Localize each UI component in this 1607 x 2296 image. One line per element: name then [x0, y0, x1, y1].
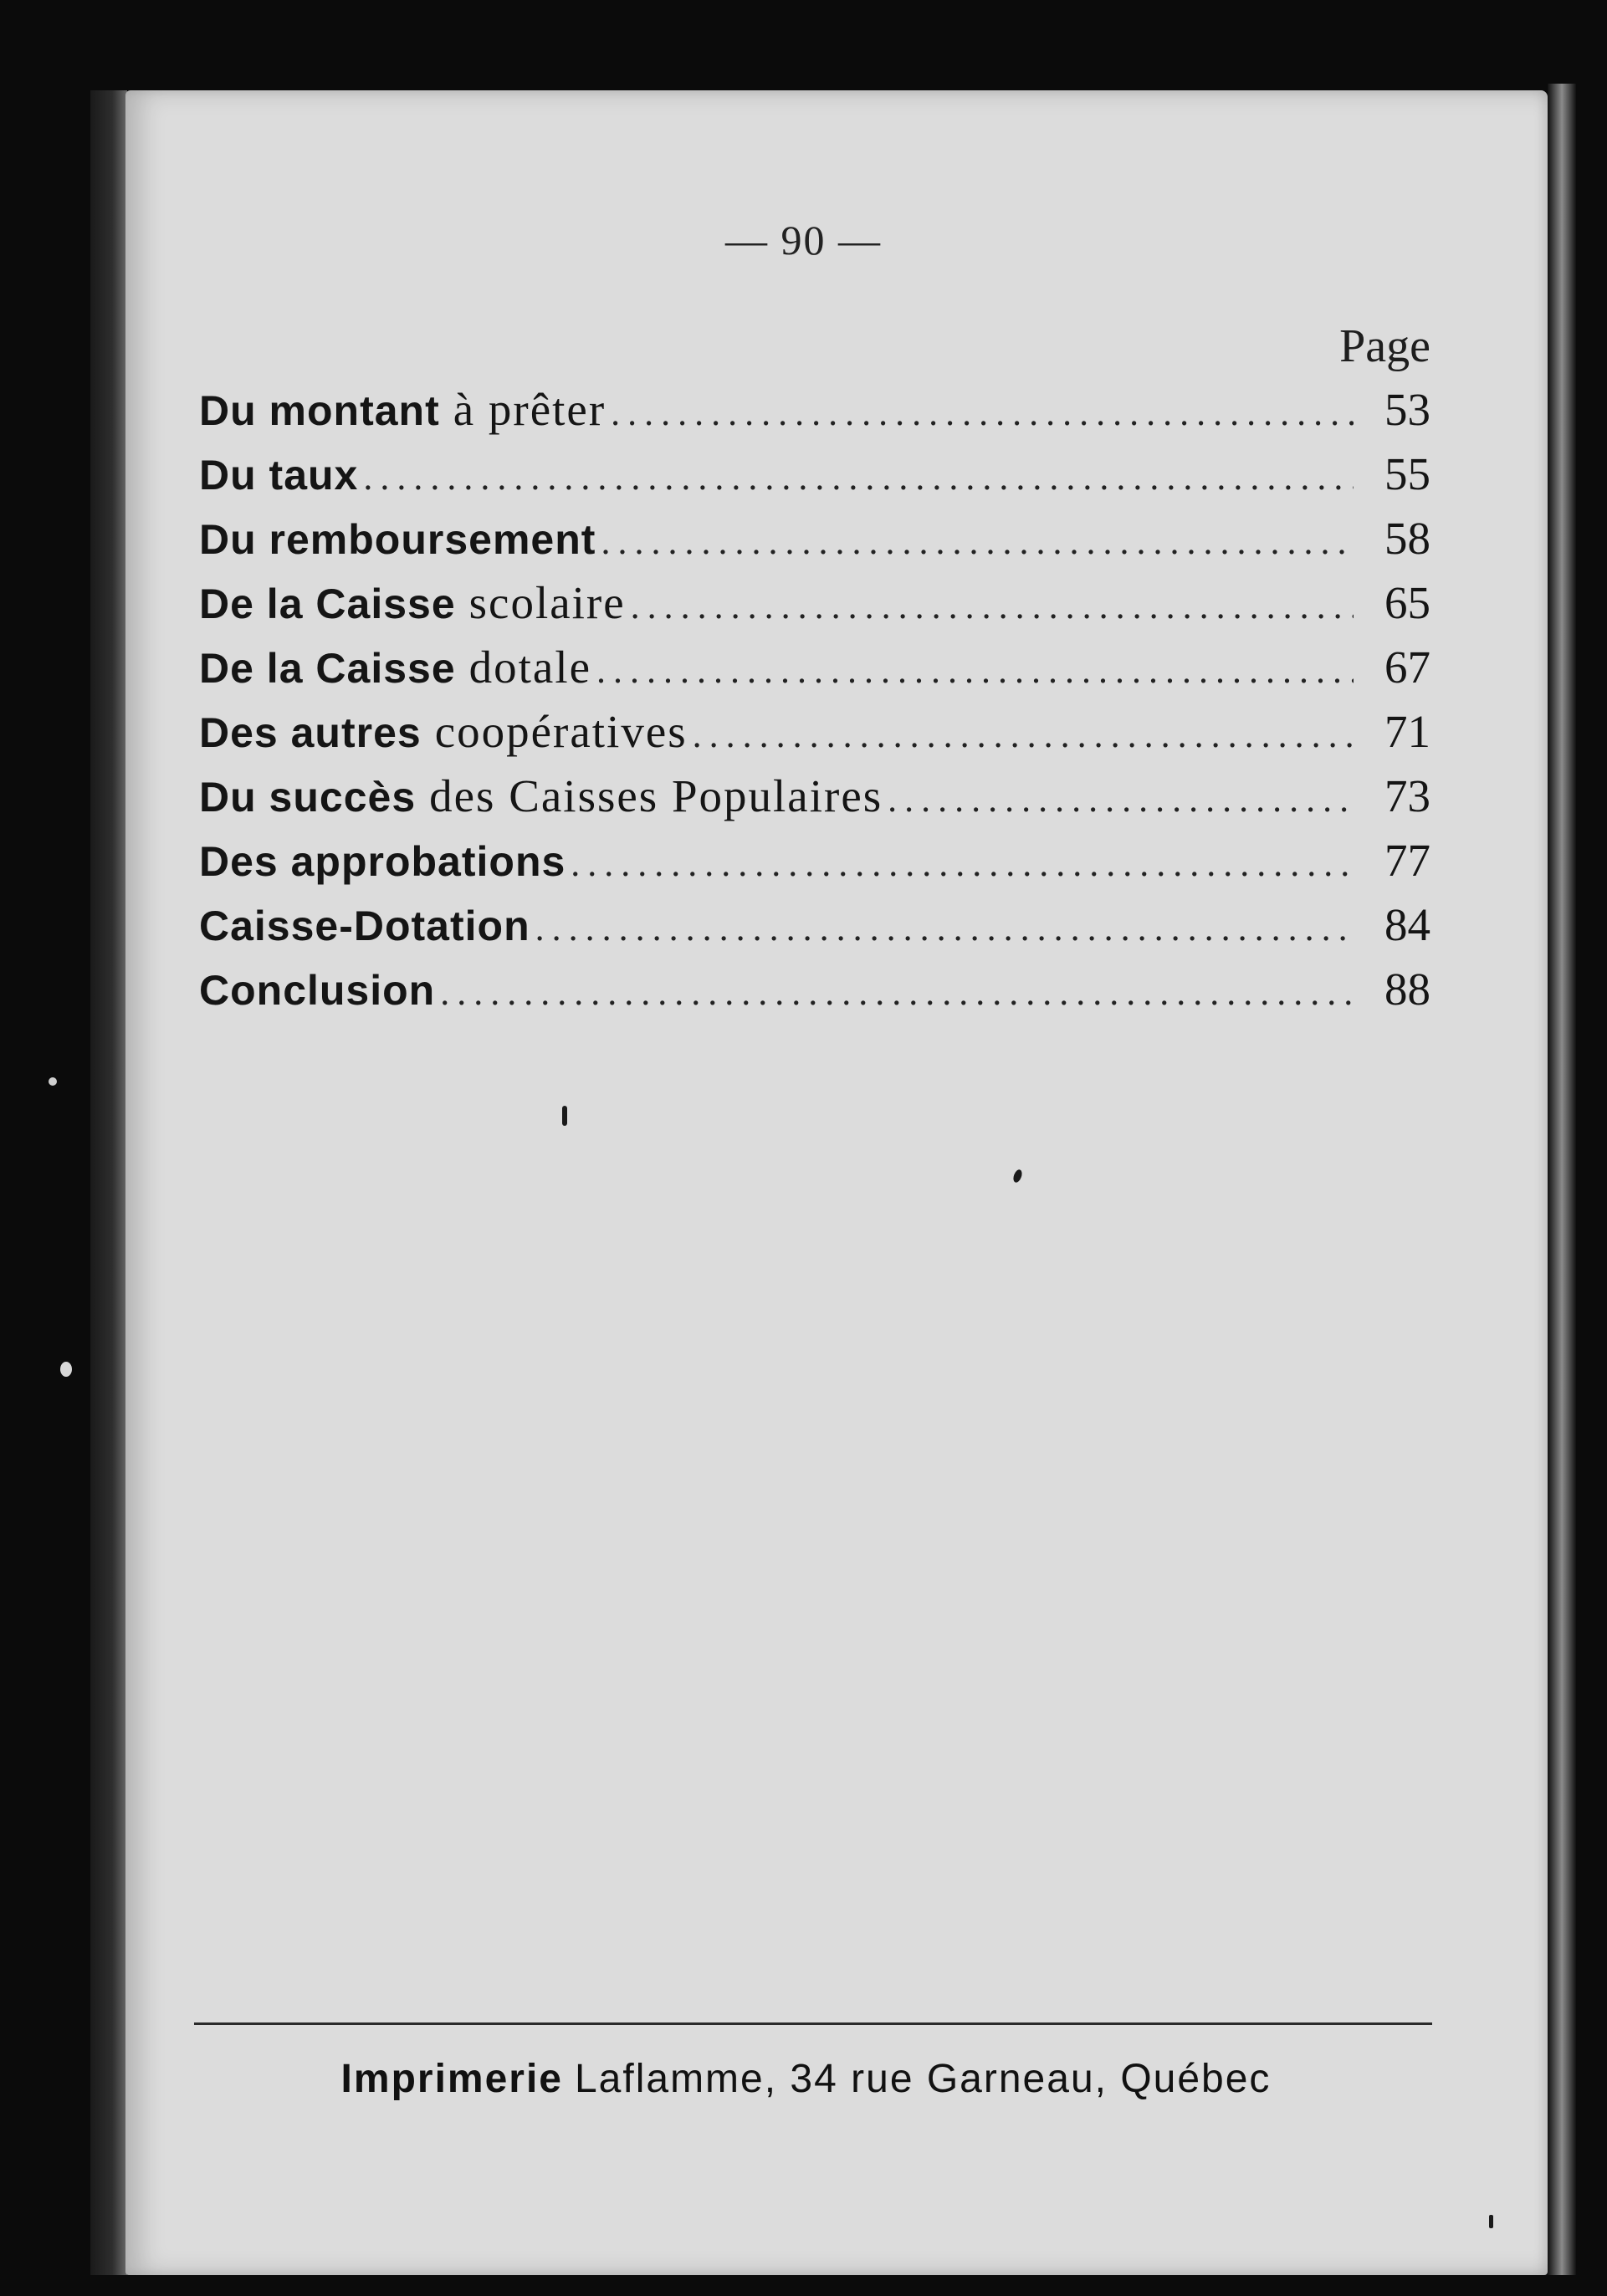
ink-speck	[60, 1362, 72, 1377]
toc-entry-title-bold: Du remboursement	[199, 516, 596, 563]
toc-entry	[199, 447, 1430, 512]
book-spine-edge	[90, 90, 127, 2275]
toc-entry-title-rest: scolaire	[468, 577, 626, 628]
dot-leader	[888, 778, 1354, 821]
toc-entry-page-number: 73	[1384, 770, 1430, 821]
toc-entry	[199, 383, 1430, 447]
toc-entry	[199, 576, 1430, 641]
imprint-address: Laflamme, 34 rue Garneau, Québec	[574, 2057, 1272, 2101]
toc-entry	[199, 834, 1430, 898]
toc-entry-title-bold: Conclusion	[199, 967, 436, 1014]
toc-entry	[199, 641, 1430, 705]
toc-entry-page-number: 65	[1384, 577, 1430, 628]
toc-entry	[199, 512, 1430, 576]
toc-entry-page-number: 84	[1384, 899, 1430, 950]
toc-entry-title-bold: De la Caisse	[199, 580, 456, 627]
toc-entry	[199, 898, 1430, 963]
toc-entry-title-bold: Du montant	[199, 387, 440, 434]
adjacent-page-edge	[1548, 84, 1576, 2275]
toc-entry-title-rest: dotale	[468, 642, 592, 693]
running-head: — 90 —	[725, 217, 882, 263]
toc-entry-title-bold: De la Caisse	[199, 645, 456, 692]
dot-leader	[571, 842, 1354, 885]
dot-leader	[596, 649, 1354, 692]
dot-leader	[440, 971, 1354, 1014]
dot-leader	[535, 907, 1354, 949]
footer-rule	[194, 2022, 1432, 2025]
dot-leader	[363, 456, 1354, 499]
toc-entry	[199, 963, 1430, 1027]
toc-entry	[199, 705, 1430, 770]
toc-entry-page-number: 88	[1384, 964, 1430, 1015]
toc-entry-title-rest: des Caisses Populaires	[429, 770, 883, 821]
toc-entry	[199, 770, 1430, 834]
page-column-label: Page	[1339, 320, 1430, 372]
toc-entry-title-bold: Du succès	[199, 774, 417, 821]
dot-leader	[693, 713, 1354, 756]
dot-leader	[601, 520, 1354, 563]
ink-speck	[562, 1106, 567, 1126]
toc-entry-title-bold: Des approbations	[199, 838, 566, 885]
imprint-printer-name: Imprimerie	[340, 2057, 563, 2101]
toc-entry-title-bold: Du taux	[199, 452, 359, 499]
toc-entry-page-number: 67	[1384, 642, 1430, 693]
ink-speck	[49, 1077, 57, 1086]
dot-leader	[611, 391, 1354, 434]
toc-entry-title-rest: coopératives	[434, 706, 688, 757]
dot-leader	[631, 585, 1354, 627]
toc-entry-page-number: 77	[1384, 835, 1430, 886]
ink-speck	[1489, 2215, 1493, 2228]
toc-entry-title-bold: Caisse-Dotation	[199, 903, 530, 949]
toc-entry-page-number: 58	[1384, 513, 1430, 564]
toc-entry-title-bold: Des autres	[199, 709, 422, 756]
toc-entry-title-rest: à prêter	[453, 384, 606, 435]
toc-entry-page-number: 53	[1384, 384, 1430, 435]
toc-entry-page-number: 55	[1384, 448, 1430, 499]
toc-entry-page-number: 71	[1384, 706, 1430, 757]
table-of-contents	[199, 383, 1430, 1027]
printer-imprint	[0, 2056, 1607, 2102]
